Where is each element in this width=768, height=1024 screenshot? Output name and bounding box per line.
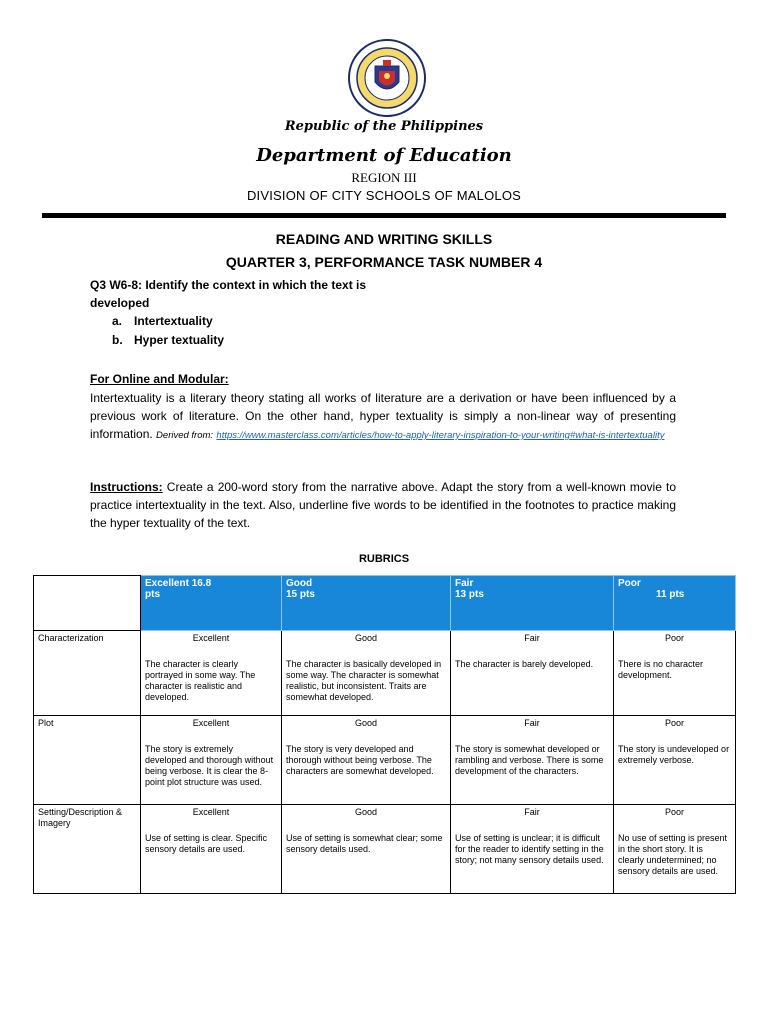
rubric-cell bbox=[282, 631, 451, 716]
level-label: Good bbox=[354, 718, 378, 728]
online-body: Intertextuality is a literary theory stating all works of literature are a derivation or have been influenced by a previous work of literature. On the other hand, hyper textuality is simply a non-linear way of presenting information. bbox=[90, 391, 676, 441]
instructions-paragraph bbox=[90, 478, 676, 532]
list-label: Intertextuality bbox=[134, 314, 213, 328]
rubric-row-plot bbox=[34, 716, 736, 805]
level-desc: The story is very developed and thorough without being verbose. The characters are somewhat developed. bbox=[286, 744, 434, 776]
rubric-cell bbox=[451, 716, 614, 805]
subject-title: READING AND WRITING SKILLS bbox=[275, 231, 493, 247]
level-label: Fair bbox=[524, 807, 540, 817]
level-label: Excellent bbox=[192, 807, 230, 817]
rubric-cell bbox=[451, 805, 614, 894]
rubric-col-good bbox=[282, 576, 451, 631]
rubric-table bbox=[33, 575, 736, 894]
objective-item-intertextuality bbox=[112, 314, 213, 328]
list-label: Hyper textuality bbox=[134, 333, 225, 347]
col-name: Good bbox=[286, 578, 313, 589]
col-name: Excellent 16.8 bbox=[145, 578, 212, 589]
header-divider bbox=[42, 213, 726, 218]
criterion-label: Characterization bbox=[34, 631, 141, 716]
rubric-cell bbox=[282, 805, 451, 894]
region-line: REGION III bbox=[351, 170, 417, 185]
rubrics-heading: RUBRICS bbox=[358, 553, 410, 565]
objective-item-hypertextuality bbox=[112, 333, 224, 347]
objective-text: Q3 W6-8: Identify the context in which the text is developed bbox=[90, 278, 367, 310]
derived-label: Derived from: bbox=[156, 430, 214, 441]
department-name: Department of Education bbox=[256, 145, 512, 166]
level-desc: The story is undeveloped or extremely verbose. bbox=[618, 744, 730, 765]
level-desc: The character is basically developed in some way. The character is somewhat realistic, but inconsistent. Traits are somewhat developed. bbox=[286, 659, 442, 702]
level-desc: Use of setting is somewhat clear; some sensory details used. bbox=[286, 833, 443, 854]
col-pts: pts bbox=[145, 589, 160, 600]
rubric-cell bbox=[614, 805, 736, 894]
rubric-row-characterization bbox=[34, 631, 736, 716]
level-label: Fair bbox=[524, 633, 540, 643]
level-desc: The character is barely developed. bbox=[455, 659, 594, 669]
rubric-cell bbox=[141, 805, 282, 894]
col-name: Poor bbox=[618, 578, 641, 589]
rubric-cell bbox=[451, 631, 614, 716]
rubric-cell bbox=[282, 716, 451, 805]
col-pts: 11 pts bbox=[656, 589, 685, 600]
level-label: Good bbox=[354, 633, 378, 643]
rubric-corner-cell bbox=[34, 576, 141, 631]
online-paragraph bbox=[90, 389, 676, 445]
col-pts: 15 pts bbox=[286, 589, 315, 600]
list-letter: b. bbox=[112, 333, 123, 347]
rubric-header-row bbox=[34, 576, 736, 631]
criterion-label: Plot bbox=[34, 716, 141, 805]
level-label: Poor bbox=[664, 718, 684, 728]
criterion-label: Setting/Description & Imagery bbox=[34, 805, 141, 894]
rubric-col-poor bbox=[614, 576, 736, 631]
deped-seal-logo bbox=[347, 38, 427, 118]
rubric-cell bbox=[614, 631, 736, 716]
division-line: DIVISION OF CITY SCHOOLS OF MALOLOS bbox=[246, 188, 522, 203]
rubric-cell bbox=[141, 716, 282, 805]
rubric-col-fair bbox=[451, 576, 614, 631]
level-desc: The story is somewhat developed or rambling and verbose. There is some development of the characters. bbox=[455, 744, 604, 776]
level-desc: The character is clearly portrayed in some way. The character is realistic and developed. bbox=[145, 659, 256, 702]
level-desc: The story is extremely developed and thorough without being verbose. It is clear the 8-point plot structure was used. bbox=[145, 744, 274, 787]
level-desc: Use of setting is unclear; it is difficult for the reader to identify setting in the story; not many sensory details used. bbox=[455, 833, 604, 865]
level-label: Poor bbox=[664, 807, 684, 817]
level-label: Excellent bbox=[192, 633, 230, 643]
level-desc: There is no character development. bbox=[618, 659, 704, 680]
rubric-cell bbox=[141, 631, 282, 716]
level-label: Poor bbox=[664, 633, 684, 643]
online-heading: For Online and Modular: bbox=[90, 372, 229, 386]
instructions-heading: Instructions: bbox=[90, 480, 163, 494]
level-label: Excellent bbox=[192, 718, 230, 728]
col-name: Fair bbox=[455, 578, 474, 589]
task-title: QUARTER 3, PERFORMANCE TASK NUMBER 4 bbox=[225, 254, 543, 270]
rubric-row-setting bbox=[34, 805, 736, 894]
rubric-cell bbox=[614, 716, 736, 805]
level-desc: Use of setting is clear. Specific sensory details are used. bbox=[145, 833, 268, 854]
republic-line: Republic of the Philippines bbox=[284, 119, 484, 134]
list-letter: a. bbox=[112, 314, 123, 328]
source-link[interactable]: https://www.masterclass.com/articles/how-to-apply-literary-inspiration-to-your-writing#what-is-intertextuality bbox=[216, 430, 665, 441]
level-label: Good bbox=[354, 807, 378, 817]
col-pts: 13 pts bbox=[455, 589, 484, 600]
level-desc: No use of setting is present in the short story. It is clearly undetermined; no sensory details are used. bbox=[618, 833, 728, 876]
level-label: Fair bbox=[524, 718, 540, 728]
instructions-body: Create a 200-word story from the narrative above. Adapt the story from a well-known movie to practice intertextuality in the text. Also, underline five words to be identified in the footnotes to practice making the hyper textuality of the text. bbox=[90, 480, 677, 530]
rubric-col-excellent bbox=[141, 576, 282, 631]
